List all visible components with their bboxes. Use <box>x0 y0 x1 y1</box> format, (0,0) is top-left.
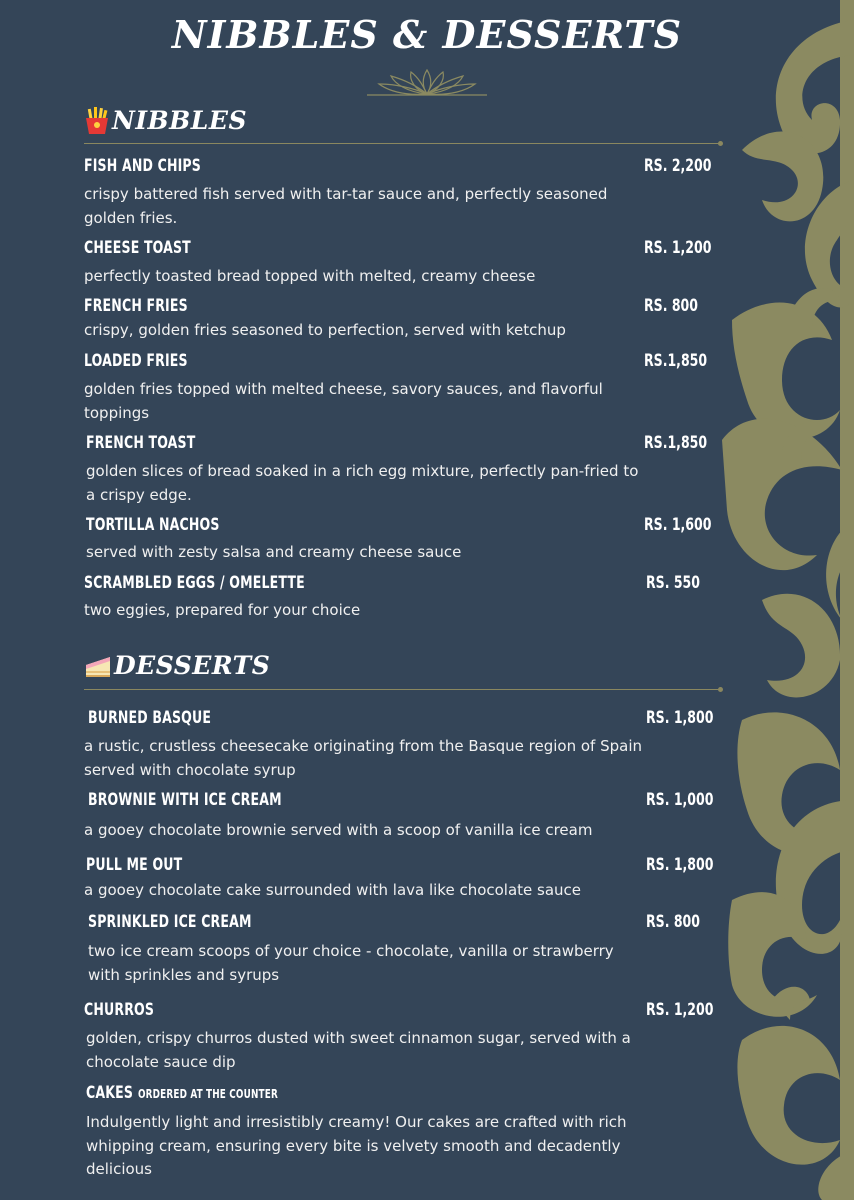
cake-icon <box>84 653 112 679</box>
item-price: RS. 1,600 <box>644 515 712 535</box>
item-name: LOADED FRIES <box>84 351 188 371</box>
item-description: golden fries topped with melted cheese, savory sauces, and flavorful toppings <box>84 380 603 422</box>
item-name: CHURROS <box>84 1000 155 1020</box>
item-name: FISH AND CHIPS <box>84 156 201 176</box>
item-price: RS. 1,000 <box>646 790 714 810</box>
item-description: golden slices of bread soaked in a rich egg mixture, perfectly pan-fried to a crispy edge. <box>86 462 639 504</box>
ornamental-border <box>722 0 854 1200</box>
item-name: FRENCH FRIES <box>84 296 188 316</box>
item-name: TORTILLA NACHOS <box>86 515 220 535</box>
section-heading-nibbles <box>84 106 247 135</box>
section-heading-label: DESSERTS <box>114 651 271 680</box>
item-description: two eggies, prepared for your choice <box>84 601 361 619</box>
item-description: a gooey chocolate cake surrounded with lava like chocolate sauce <box>84 881 582 899</box>
item-price: RS. 1,800 <box>646 708 714 728</box>
item-description: Indulgently light and irresistibly creamy! Our cakes are crafted with rich whipping cream, ensuring every bite is velvety smooth and decadently delicious <box>86 1113 627 1178</box>
item-price: RS. 1,200 <box>646 1000 714 1020</box>
section-divider <box>84 689 720 690</box>
damask-pattern-icon <box>722 0 854 1200</box>
item-price: RS. 1,800 <box>646 855 714 875</box>
item-price: RS. 2,200 <box>644 156 712 176</box>
item-price: RS.1,850 <box>644 433 708 453</box>
item-name-label: CAKES <box>86 1083 134 1103</box>
item-description: golden, crispy churros dusted with sweet cinnamon sugar, served with a chocolate sauce dip <box>86 1029 631 1071</box>
item-description: crispy battered fish served with tar-tar sauce and, perfectly seasoned golden fries. <box>84 185 608 227</box>
item-price: RS. 550 <box>646 573 701 593</box>
item-price: RS. 800 <box>644 296 699 316</box>
item-price: RS. 1,200 <box>644 238 712 258</box>
section-heading-desserts <box>84 651 270 680</box>
item-description: a gooey chocolate brownie served with a scoop of vanilla ice cream <box>84 821 593 839</box>
item-name <box>86 1083 278 1103</box>
item-description: served with zesty salsa and creamy cheese sauce <box>86 543 462 561</box>
item-description: crispy, golden fries seasoned to perfection, served with ketchup <box>84 321 566 339</box>
item-name: SPRINKLED ICE CREAM <box>88 912 252 932</box>
item-name: BURNED BASQUE <box>88 708 212 728</box>
item-note: ORDERED AT THE COUNTER <box>137 1087 278 1101</box>
section-heading-label: NIBBLES <box>112 106 247 135</box>
fries-icon <box>84 107 110 135</box>
item-name: SCRAMBLED EGGS / OMELETTE <box>84 573 305 593</box>
menu-title: NIBBLES & DESSERTS <box>171 12 683 57</box>
item-description: a rustic, crustless cheesecake originating from the Basque region of Spain served with chocolate syrup <box>84 737 643 779</box>
item-name: FRENCH TOAST <box>86 433 196 453</box>
item-price: RS.1,850 <box>644 351 708 371</box>
item-name: PULL ME OUT <box>86 855 183 875</box>
item-price: RS. 800 <box>646 912 701 932</box>
item-description: two ice cream scoops of your choice - chocolate, vanilla or strawberry with sprinkles and syrups <box>88 942 614 984</box>
item-description: perfectly toasted bread topped with melted, creamy cheese <box>84 267 536 285</box>
item-name: BROWNIE WITH ICE CREAM <box>88 790 282 810</box>
item-name: CHEESE TOAST <box>84 238 191 258</box>
flourish-divider-icon <box>367 64 487 98</box>
section-divider <box>84 143 720 144</box>
